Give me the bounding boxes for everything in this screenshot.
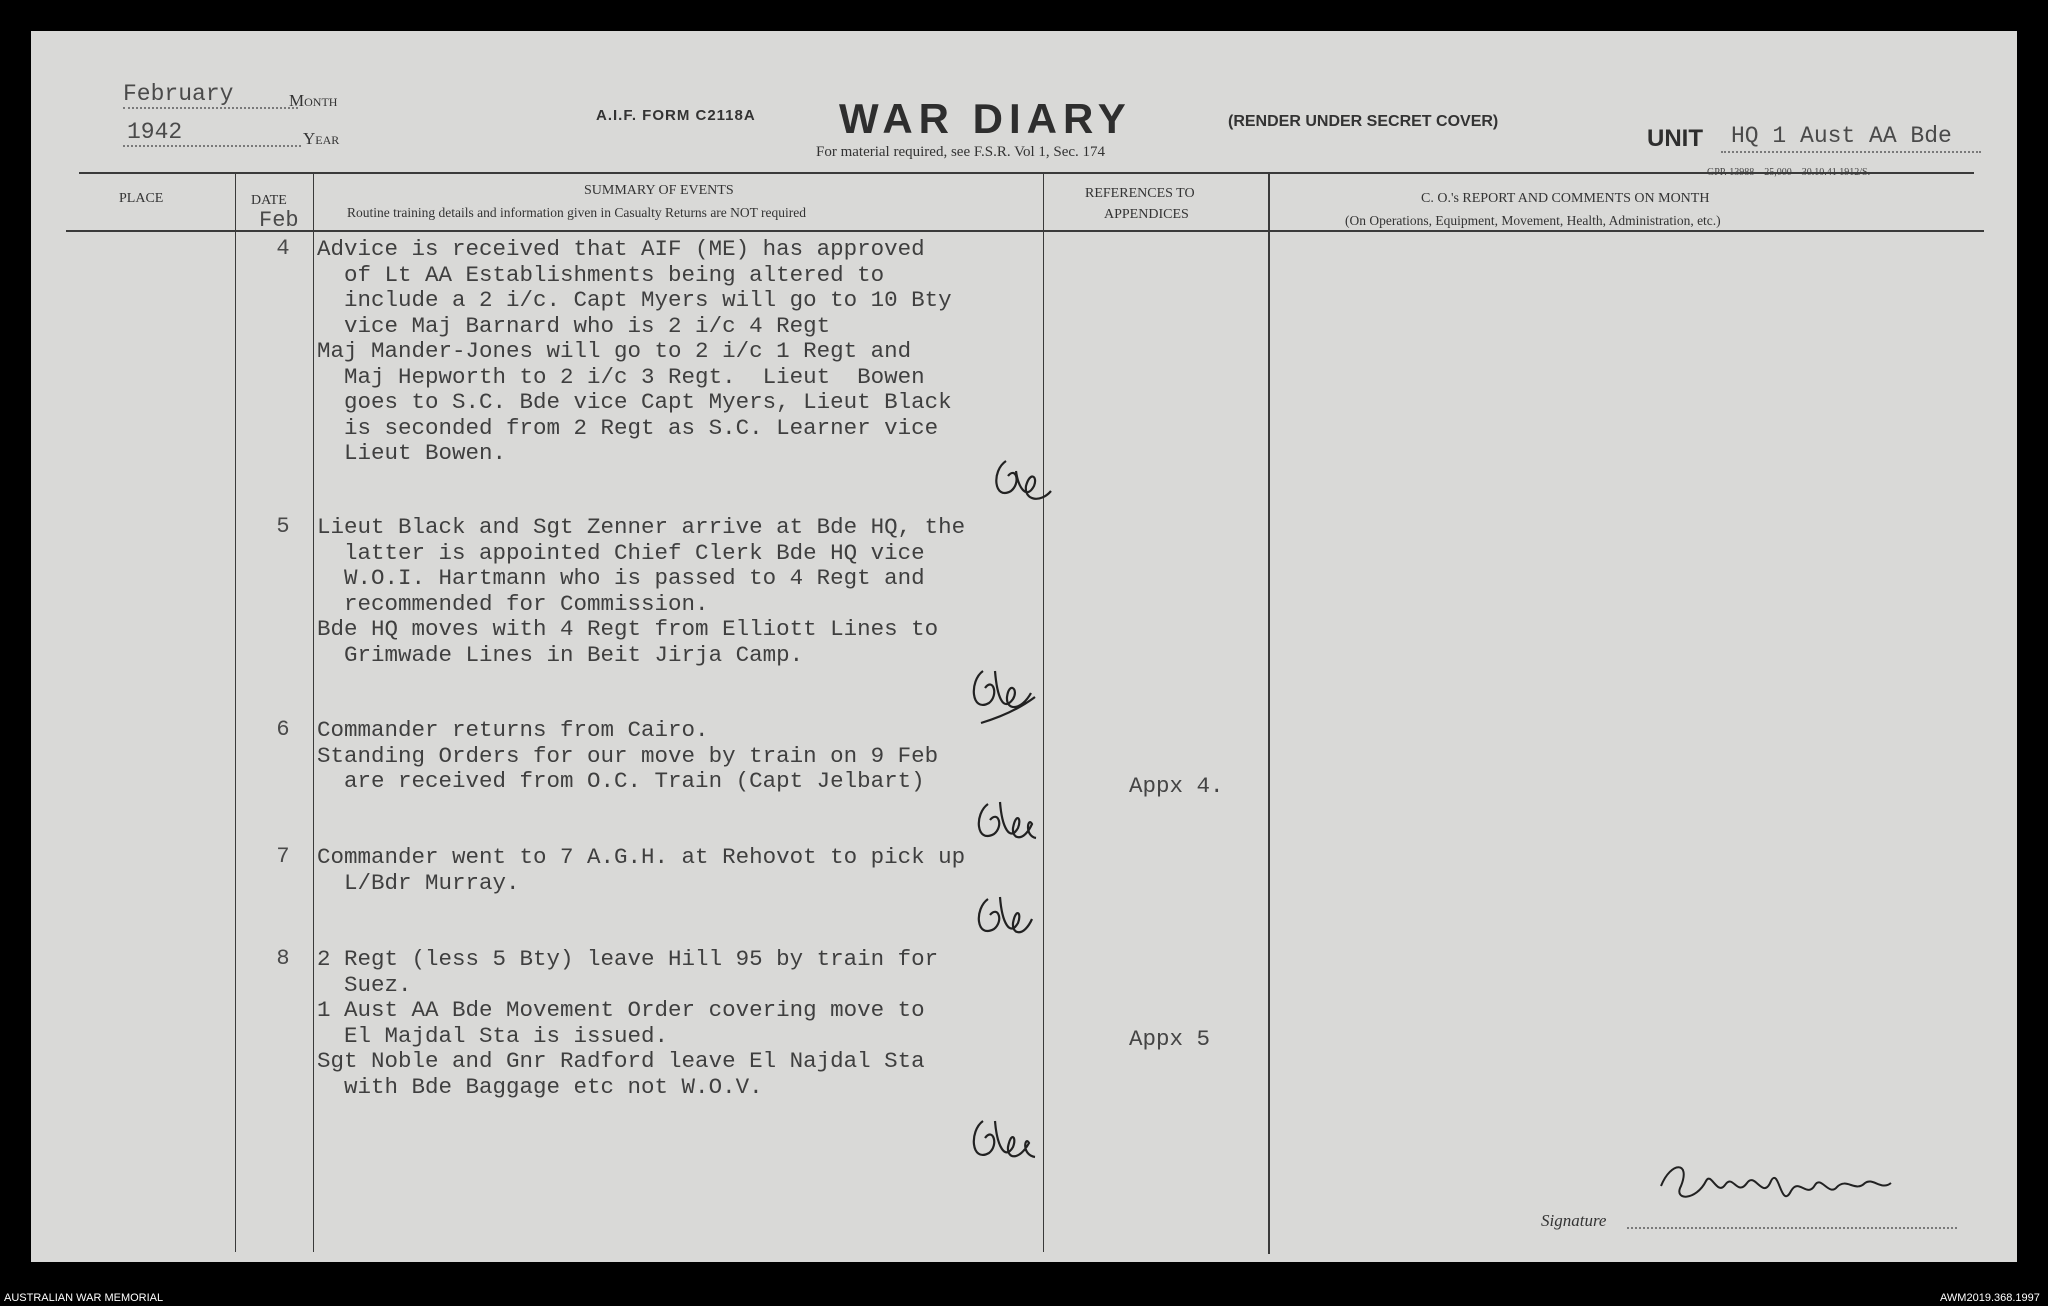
entry-line: Bde HQ moves with 4 Regt from Elliott Lines to	[317, 616, 939, 642]
entry-date: 7	[276, 844, 290, 869]
page-title: WAR DIARY	[839, 95, 1132, 142]
entry-date: 5	[276, 514, 290, 539]
entry-line: Standing Orders for our move by train on 9 Feb	[317, 742, 939, 769]
column-divider-date	[235, 174, 236, 1252]
entry-line: Suez.	[317, 971, 412, 998]
entry-text	[317, 947, 938, 1100]
entry-line: Maj Mander-Jones will go to 2 i/c 1 Regt and	[317, 338, 912, 364]
entry-line: latter is appointed Chief Clerk Bde HQ vice	[317, 539, 925, 566]
column-header-references-1: REFERENCES TO	[1085, 186, 1195, 201]
year-label: Year	[303, 129, 340, 148]
date-month: Feb	[259, 208, 299, 233]
initials-signature	[986, 431, 1056, 511]
entry-date: 8	[276, 946, 290, 971]
year-value: 1942	[127, 119, 183, 145]
entry-text	[317, 237, 952, 467]
month-value: February	[123, 81, 234, 107]
entry-line: 2 Regt (less 5 Bty) leave Hill 95 by train for	[317, 946, 939, 972]
entry-line: El Majdal Sta is issued.	[317, 1022, 669, 1049]
entry-line: vice Maj Barnard who is 2 i/c 4 Regt	[317, 312, 831, 339]
form-code: A.I.F. FORM C2118A	[596, 107, 756, 124]
signature-dotted-line	[1627, 1227, 1957, 1229]
unit-value: HQ 1 Aust AA Bde	[1731, 123, 1952, 149]
unit-label: UNIT	[1647, 125, 1703, 152]
entry-line: is seconded from 2 Regt as S.C. Learner vice	[317, 414, 939, 441]
initials-signature	[961, 641, 1041, 731]
year-dotted-line	[123, 145, 301, 147]
column-divider-references	[1043, 174, 1044, 1252]
archive-accession-number: AWM2019.368.1997	[1940, 1292, 2040, 1304]
column-header-report: C. O.'s REPORT AND COMMENTS ON MONTH	[1421, 191, 1710, 206]
column-header-references-2: APPENDICES	[1104, 207, 1189, 222]
unit-dotted-line	[1721, 151, 1981, 153]
entry-line: Commander went to 7 A.G.H. at Rehovot to pick up	[317, 844, 966, 870]
entry-line: Sgt Noble and Gnr Radford leave El Najdal Sta	[317, 1048, 925, 1074]
entry-text	[317, 718, 938, 795]
entry-line: Maj Hepworth to 2 i/c 3 Regt. Lieut Bowen	[317, 363, 925, 390]
entry-text	[317, 515, 965, 668]
column-header-summary: SUMMARY OF EVENTS	[584, 183, 734, 198]
entry-line: 1 Aust AA Bde Movement Order covering move to	[317, 997, 925, 1023]
entry-line: include a 2 i/c. Capt Myers will go to 10 Bty	[317, 287, 952, 313]
entry-date: 4	[276, 236, 290, 261]
signature-label: Signature	[1541, 1211, 1607, 1230]
entry-text	[317, 845, 965, 896]
column-divider-report	[1268, 174, 1270, 1254]
month-dotted-line	[123, 107, 298, 109]
entry-line: L/Bdr Murray.	[317, 869, 520, 896]
entry-line: Advice is received that AIF (ME) has approved	[317, 236, 925, 262]
column-header-place: PLACE	[119, 191, 164, 206]
column-header-summary-note: Routine training details and information given in Casualty Returns are NOT required	[347, 205, 807, 220]
entry-line: with Bde Baggage etc not W.O.V.	[317, 1073, 763, 1100]
initials-signature	[966, 776, 1046, 856]
entry-line: are received from O.C. Train (Capt Jelbart)	[317, 768, 925, 794]
entry-date: 6	[276, 717, 290, 742]
initials-signature	[966, 871, 1046, 951]
column-header-date: DATE	[251, 193, 287, 208]
month-label: Month	[289, 91, 338, 110]
entry-line: Commander returns from Cairo.	[317, 717, 709, 743]
header-bottom-rule	[66, 230, 1984, 232]
column-divider-summary	[313, 174, 314, 1252]
entry-line: goes to S.C. Bde vice Capt Myers, Lieut Black	[317, 389, 952, 415]
entry-line: Grimwade Lines in Beit Jirja Camp.	[317, 641, 804, 668]
header-top-rule	[79, 172, 1974, 174]
co-signature	[1651, 1141, 1931, 1231]
column-header-report-note: (On Operations, Equipment, Movement, Health, Administration, etc.)	[1345, 213, 1721, 228]
entry-line: Lieut Black and Sgt Zenner arrive at Bde HQ, the	[317, 514, 966, 540]
appendix-reference: Appx 5	[1129, 1026, 1211, 1052]
entry-line: of Lt AA Establishments being altered to	[317, 261, 885, 288]
entry-line: W.O.I. Hartmann who is passed to 4 Regt and	[317, 565, 925, 591]
entry-line: Lieut Bowen.	[317, 440, 507, 466]
page-subtitle: For material required, see F.S.R. Vol 1, Sec. 174	[816, 144, 1106, 160]
archive-credit: AUSTRALIAN WAR MEMORIAL	[4, 1292, 164, 1304]
war-diary-page	[31, 31, 2017, 1262]
entry-line: recommended for Commission.	[317, 590, 709, 617]
cover-note: (RENDER UNDER SECRET COVER)	[1228, 113, 1499, 130]
appendix-reference: Appx 4.	[1129, 773, 1224, 799]
initials-signature	[961, 1091, 1041, 1181]
